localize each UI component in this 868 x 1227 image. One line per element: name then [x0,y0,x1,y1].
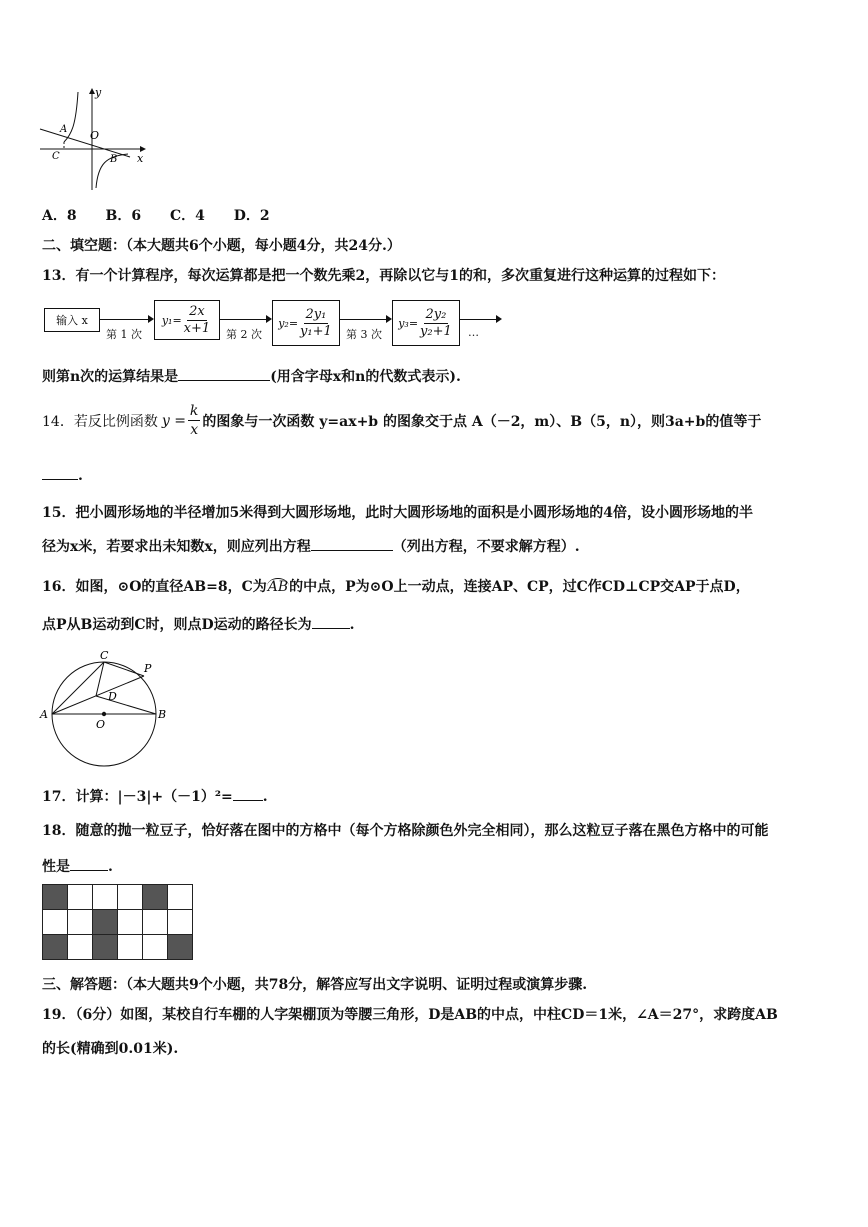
option-d: D．2 [233,208,270,224]
q19-line2: 的长(精确到0.01米). [42,1041,179,1057]
flow-ellipsis: … [468,326,479,339]
graph-label-b: B [110,154,118,165]
flow-step-3: 第 3 次 [346,328,382,341]
q16-line2: 点P从B运动到C时，则点D运动的路径长为 . [42,617,355,633]
q16-arc-ab: AB [267,579,289,595]
q13-answer-line: 则第n次的运算结果是 (用含字母x和n的代数式表示). [42,369,461,385]
q15-line1: 15．把小圆形场地的半径增加5米得到大圆形场地，此时大圆形场地的面积是小圆形场地的4倍，设小圆形场地的半 [42,505,753,521]
q14-answer-blank[interactable] [42,466,78,480]
grid-cell-light [68,935,93,960]
grid-row [43,935,193,960]
fig-label-c: C [100,649,109,662]
q12-options [42,205,270,225]
q16-answer-blank[interactable] [312,615,350,629]
fig-label-d: D [108,690,117,703]
q17-answer-blank[interactable] [233,787,263,801]
fig-label-b: B [158,708,167,721]
fig-label-o: O [96,718,106,731]
q12-function-graph [36,84,148,194]
flow-arrow-2 [220,319,270,320]
flow-box-2: y₂= $\frac{\text{2y₁}}{\text{y₁+1}}$ [272,300,340,346]
flow-arrow-4 [460,319,500,320]
grid-cell-light [143,935,168,960]
graph-label-o: O [90,129,100,142]
q19-line1: 19．（6分）如图，某校自行车棚的人字架棚顶为等腰三角形，D是AB的中点，中柱CD＝1米，∠A＝27°，求跨度AB [42,1007,778,1023]
flow-input-box [44,308,100,332]
grid-cell-dark [93,910,118,935]
graph-label-c: C [52,151,60,162]
section2-title: 二、填空题：（本大题共6个小题，每小题4分，共24分.） [42,238,401,254]
grid-cell-light [118,885,143,910]
q15-answer-blank[interactable] [311,537,393,551]
flow-step-2: 第 2 次 [226,328,262,341]
flow-step-1: 第 1 次 [106,328,142,341]
grid-cell-dark [143,885,168,910]
graph-label-y: y [95,86,102,99]
graph-label-x: x [137,152,144,165]
grid-cell-light [93,885,118,910]
section3-title: 三、解答题：（本大题共9个小题，共78分，解答应写出文字说明、证明过程或演算步骤. [42,977,588,993]
flow-arrow-1 [100,319,152,320]
grid-cell-light [143,910,168,935]
flow-box-1: y₁= $\frac{2x}{x+1}$ [154,300,220,340]
grid-cell-dark [168,935,193,960]
grid-cell-light [118,935,143,960]
q14-text: 14．若反比例函数 y = $\frac{k}{x}$ 的图象与一次函数 y=ax+b 的图象交于点 A（－2，m）、B（5，n），则3a+b的值等于 [42,403,762,438]
option-b: B．6 [105,208,142,224]
grid-cell-dark [93,935,118,960]
q14-fraction: $\frac{k}{x}$ [189,403,199,438]
q13-text: 13．有一个计算程序，每次运算都是把一个数先乘2，再除以它与1的和，多次重复进行这种运算的过程如下： [42,268,725,284]
grid-cell-light [118,910,143,935]
q14-answer-line: . [42,466,83,484]
flow-input-label: 输入 x [56,314,88,327]
q16-circle-figure [36,648,176,772]
q17-text: 17．计算：|－3|+（－1）²= . [42,789,268,805]
flow-box-3: y₃= $\frac{\text{2y₂}}{\text{y₂+1}}$ [392,300,460,346]
graph-label-a: A [60,124,68,135]
q18-line2: 性是 . [42,859,113,875]
grid-cell-light [43,910,68,935]
flow-arrow-3 [340,319,390,320]
q16-line1: 16．如图，⊙O的直径AB=8，C为AB的中点，P为⊙O上一动点，连接AP、CP，过C作CD⊥CP交AP于点D， [42,579,750,595]
grid-row [43,910,193,935]
q13-answer-blank[interactable] [178,367,270,381]
q18-grid [42,884,193,960]
option-c: C．4 [169,208,205,224]
q15-line2: 径为x米，若要求出未知数x，则应列出方程 （列出方程，不要求解方程）. [42,539,580,555]
grid-cell-dark [43,935,68,960]
q13-flow-diagram [42,298,512,350]
grid-cell-light [168,885,193,910]
grid-cell-dark [43,885,68,910]
q18-line1: 18．随意的抛一粒豆子，恰好落在图中的方格中（每个方格除颜色外完全相同），那么这粒豆子落在黑色方格中的可能 [42,823,769,839]
grid-cell-light [68,910,93,935]
option-a: A．8 [42,208,77,224]
q18-answer-blank[interactable] [70,857,108,871]
fig-label-a: A [40,708,48,721]
grid-cell-light [168,910,193,935]
fig-label-p: P [144,662,152,675]
grid-cell-light [68,885,93,910]
grid-row [43,885,193,910]
